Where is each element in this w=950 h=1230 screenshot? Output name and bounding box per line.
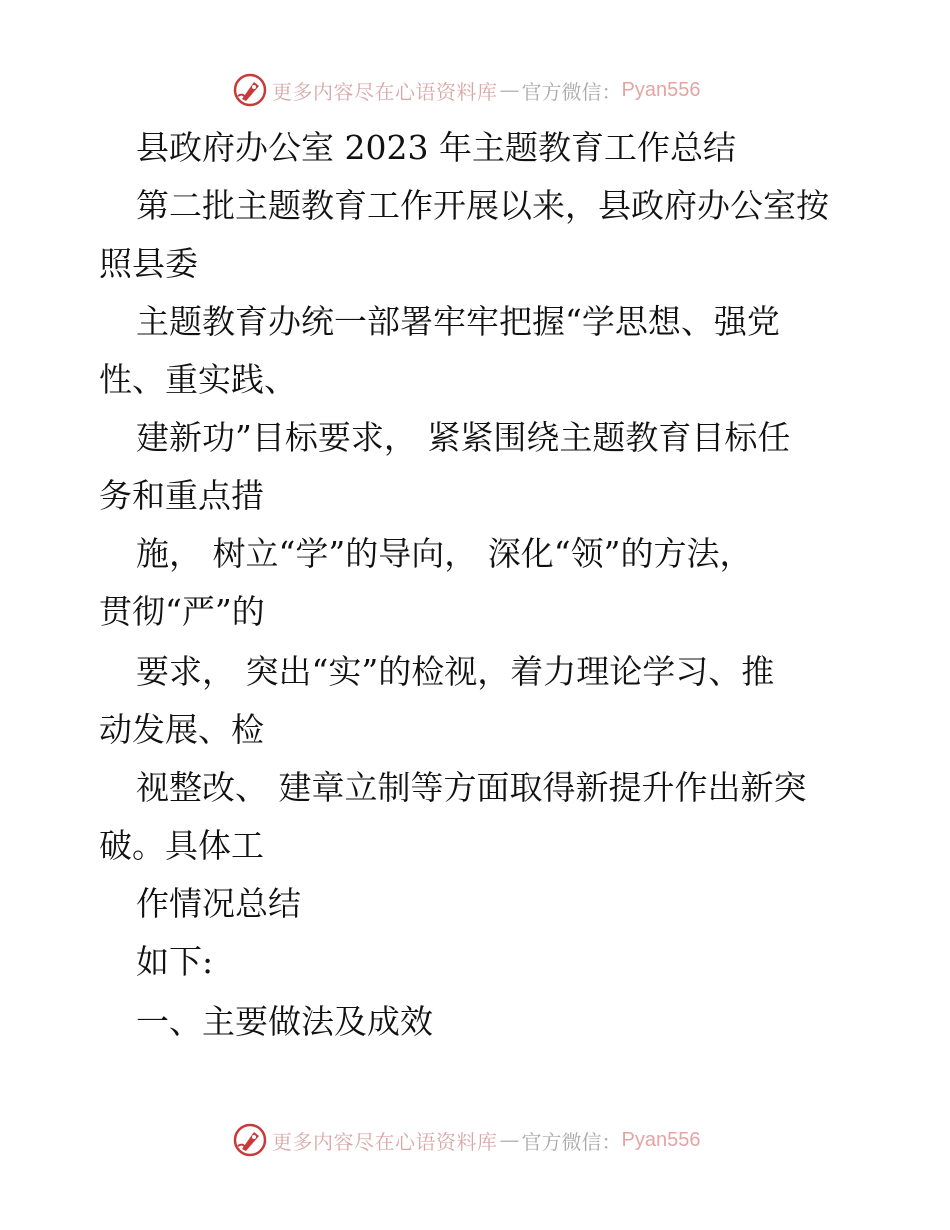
watermark-wechat-id: Pyan556 — [621, 1128, 701, 1151]
body-line: 施， 树立“学”的导向， 深化“领”的方法， — [136, 534, 753, 573]
footer-watermark — [232, 1120, 700, 1160]
body-line: 如下: — [136, 942, 214, 981]
body-line: 视整改、 建章立制等方面取得新提升作出新突 — [136, 768, 807, 807]
watermark-separator: — — [499, 1128, 520, 1152]
body-line: 作情况总结 — [136, 884, 301, 923]
body-line: 性、重实践、 — [99, 360, 297, 399]
document-title: 县政府办公室 2023 年主题教育工作总结 — [136, 128, 736, 167]
body-line: 要求， 突出“实”的检视，着力理论学习、推 — [136, 652, 775, 691]
watermark-wechat-id: Pyan556 — [621, 78, 701, 101]
pen-nib-logo-icon — [232, 1122, 268, 1158]
body-line: 贯彻“严”的 — [99, 592, 265, 631]
section-heading: 一、主要做法及成效 — [136, 1002, 433, 1041]
body-line: 动发展、检 — [99, 710, 264, 749]
body-line: 建新功”目标要求， 紧紧围绕主题教育目标任 — [136, 418, 791, 457]
body-line: 破。具体工 — [99, 826, 264, 865]
body-line: 第二批主题教育工作开展以来，县政府办公室按 — [136, 186, 829, 225]
body-line: 照县委 — [99, 244, 198, 283]
watermark-wechat-label: 官方微信： — [521, 1129, 622, 1154]
watermark-separator: — — [499, 78, 520, 102]
watermark-site-text: 更多内容尽在心语资料库 — [272, 79, 498, 104]
body-line: 务和重点措 — [99, 476, 264, 515]
pen-nib-logo-icon — [232, 72, 268, 108]
header-watermark — [232, 70, 700, 110]
body-line: 主题教育办统一部署牢牢把握“学思想、强党 — [136, 302, 780, 341]
watermark-site-text: 更多内容尽在心语资料库 — [272, 1129, 498, 1154]
watermark-wechat-label: 官方微信： — [521, 79, 622, 104]
